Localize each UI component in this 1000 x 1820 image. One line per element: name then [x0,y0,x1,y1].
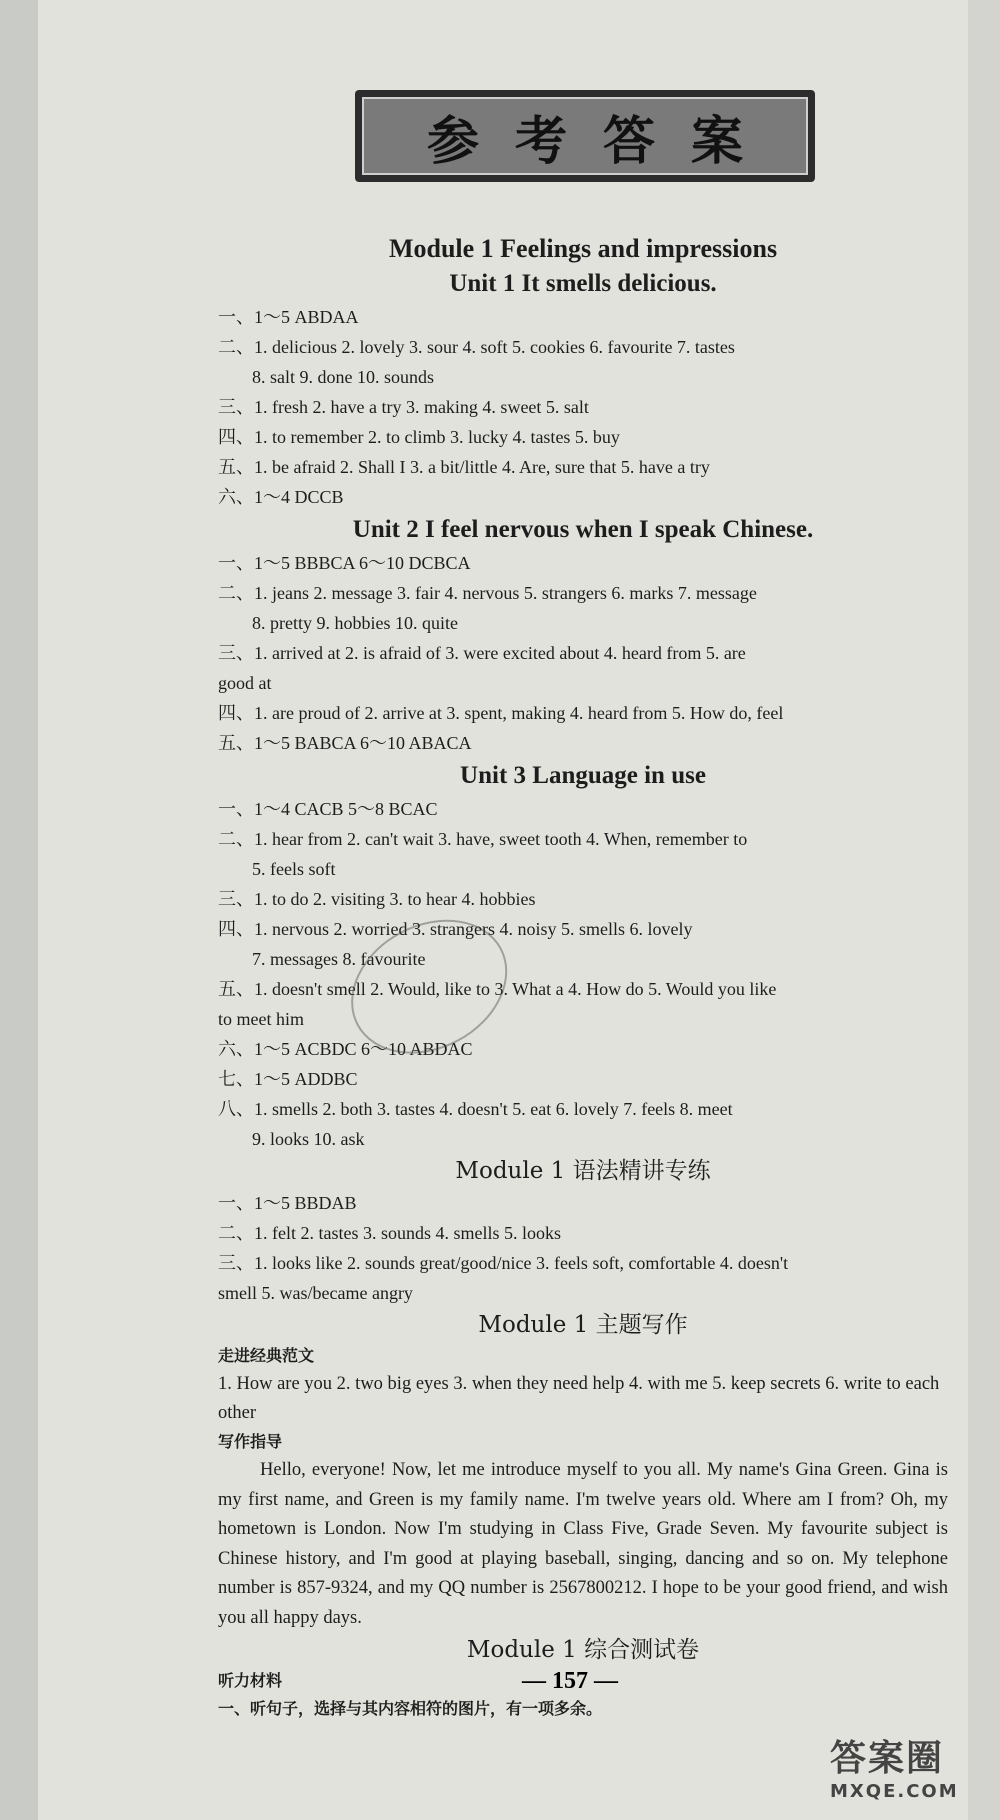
answer-key-banner [355,90,815,182]
answer-line: 四、1. nervous 2. worried 3. strangers 4. noisy 5. smells 6. lovely [218,919,693,939]
answer-line: 四、1. are proud of 2. arrive at 3. spent, making 4. heard from 5. How do, feel [218,703,784,723]
module-title: Module 1 Feelings and impressions [388,234,778,263]
unit3-title: Unit 3 Language in use [460,762,706,789]
listening-instruction: 一、听句子，选择与其内容相符的图片，有一项多余。 [218,1699,603,1718]
sample-essay: Hello, everyone! Now, let me introduce myself to you all. My name's Gina Green. Gina is my first name, and Green is my family name. I'm twelve years old. Where am I from? Oh, my hometown is London. Now I'm studying in Class Five, Grade Seven. My favourite subject is Chinese history, and I'm good at playing baseball, singing, dancing and so on. My telephone number is 857-9324, and my QQ number is 2567800212. I hope to be your good friend, and wish you all happy days. [218,1460,948,1628]
answer-line: to meet him [218,1009,304,1029]
page-right-edge [968,0,1000,1820]
answer-line: 8. salt 9. done 10. sounds [252,367,434,387]
grammar-section-title: Module 1 语法精讲专练 [455,1158,711,1184]
answer-line: 三、1. looks like 2. sounds great/good/nice 3. feels soft, comfortable 4. doesn't [218,1253,789,1273]
answer-line: smell 5. was/became angry [218,1283,413,1303]
answer-line: 9. looks 10. ask [252,1129,365,1149]
answer-line: 三、1. arrived at 2. is afraid of 3. were excited about 4. heard from 5. are [218,643,746,663]
answer-line: 7. messages 8. favourite [252,949,426,969]
answer-line: 一、1～5 ABDAA [218,307,359,327]
answer-line: 六、1～4 DCCB [218,487,344,507]
answer-line: 八、1. smells 2. both 3. tastes 4. doesn't 5. eat 6. lovely 7. feels 8. meet [218,1099,733,1119]
logo-sub-text: MXQE.COM [830,1781,959,1802]
answer-line: good at [218,673,272,693]
model-essay-answers: 1. How are you 2. two big eyes 3. when they need help 4. with me 5. keep secrets 6. write to each other [218,1374,940,1423]
model-essay-heading: 走进经典范文 [218,1346,315,1365]
answer-line: 五、1～5 BABCA 6～10 ABACA [218,733,472,753]
answer-line: 六、1～5 ACBDC 6～10 ABDAC [218,1039,473,1059]
banner-title: 参考答案 [426,111,779,172]
answer-line: 二、1. hear from 2. can't wait 3. have, sweet tooth 4. When, remember to [218,829,748,849]
answer-line: 三、1. fresh 2. have a try 3. making 4. sweet 5. salt [218,397,589,417]
answer-line: 8. pretty 9. hobbies 10. quite [252,613,458,633]
answer-line: 二、1. jeans 2. message 3. fair 4. nervous 5. strangers 6. marks 7. message [218,583,757,603]
answer-line: 五、1. doesn't smell 2. Would, like to 3. What a 4. How do 5. Would you like [218,979,777,999]
logo-main-text: 答案圈 [830,1738,945,1779]
answer-line: 二、1. felt 2. tastes 3. sounds 4. smells 5. looks [218,1223,561,1243]
unit2-title: Unit 2 I feel nervous when I speak Chinese. [352,516,814,543]
answer-line: 五、1. be afraid 2. Shall I 3. a bit/little 4. Are, sure that 5. have a try [218,457,710,477]
writing-section-title: Module 1 主题写作 [478,1312,688,1338]
answer-content [218,232,948,1723]
page-binding-edge [0,0,38,1820]
answer-line: 5. feels soft [252,859,336,879]
answer-line: 一、1～5 BBDAB [218,1193,357,1213]
page-number: — 157 — [522,1668,618,1694]
answer-line: 七、1～5 ADDBC [218,1069,358,1089]
answer-line: 一、1～4 CACB 5～8 BCAC [218,799,438,819]
site-logo [830,1730,995,1812]
answer-line: 三、1. to do 2. visiting 3. to hear 4. hobbies [218,889,536,909]
answer-line: 四、1. to remember 2. to climb 3. lucky 4. tastes 5. buy [218,427,620,447]
listening-material-heading: 听力材料 [218,1671,283,1690]
unit1-title: Unit 1 It smells delicious. [449,270,717,297]
answer-line: 一、1～5 BBBCA 6～10 DCBCA [218,553,471,573]
writing-guide-heading: 写作指导 [218,1432,283,1451]
test-section-title: Module 1 综合测试卷 [466,1637,700,1663]
answer-line: 二、1. delicious 2. lovely 3. sour 4. soft 5. cookies 6. favourite 7. tastes [218,337,735,357]
